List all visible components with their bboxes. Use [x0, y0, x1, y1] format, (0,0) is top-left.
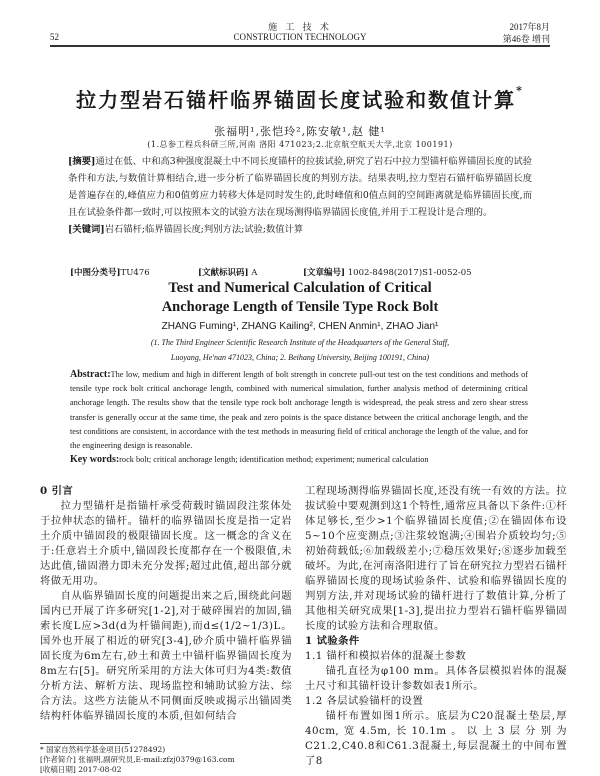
- footnote-rule: [40, 743, 130, 744]
- paragraph: 工程现场测得临界锚固长度,还没有统一有效的方法。拉拔试验中要观测到这1个特性,通常应具备以下条件:①杆体足够长,至少>1个临界锚固长度值;②在锚固体布设5~10个应变测点;③注浆较饱满;④围岩介质较均匀;⑤初始荷载低;⑥加载级差小;⑦稳压效果好;⑧逐步加载至破坏。为此,在河南洛阳进行了旨在研究拉力型岩石锚杆临界锚固长度的现场试验条件、试验和临界锚固长度的判别方法,并对现场试验的锚杆进行了数值计算,分析了其他相关研究成果[1-3],提出拉力型岩石锚杆临界锚固长度的试验方法和合理取值。: [305, 485, 567, 632]
- paragraph: 拉力型锚杆是指锚杆承受荷载时锚固段注浆体处于拉伸状态的锚杆。锚杆的临界锚固长度是指一定岩土介质中锚固段的极限锚固长度。这一概念的含义在于:任意岩土介质中,锚固段长度都存在一个极限值,未达此值,锚固潜力即未充分发挥;超过此值,超出部分就将做无用功。: [40, 500, 292, 587]
- section-heading: 1 试验条件: [305, 635, 360, 647]
- body-left-column: [40, 484, 292, 724]
- page-number: 52: [50, 32, 59, 42]
- paragraph: 锚杆布置如图1所示。底层为C20混凝土垫层,厚40cm,宽4.5m,长10.1m。以上3层分别为C21.2,C40.8和C61.3混凝土,每层混凝土的中间布置了8: [305, 710, 567, 767]
- keywords-en: rock bolt; critical anchorage length; identification method; experiment; numerical calculation: [119, 455, 429, 465]
- affiliation-en: (1. The Third Engineer Scientific Research Institute of the Headquarters of the General Staff, Luoyang, He'nan 471023, China; 2. Beihang University, Beijing 100191, China): [150, 338, 450, 362]
- article-meta: [中图分类号]TU476 [文献标识码] A [文章编号] 1002-8498(2017)S1-0052-05: [70, 268, 472, 278]
- keywords-cn: 岩石锚杆;临界锚固长度;判别方法;试验;数值计算: [104, 224, 304, 235]
- section-heading: 0 引言: [40, 485, 74, 497]
- subsection-heading: 1.2 各层试验锚杆的设置: [305, 695, 424, 707]
- journal-name-cn: 施 工 技 术: [268, 22, 332, 32]
- header-rule: [50, 45, 550, 47]
- paper-title-en: Test and Numerical Calculation of Critical Anchorage Length of Tensile Type Rock Bolt: [161, 280, 439, 315]
- abstract-en: Abstract:The low, medium and high in different length of bolt strength in concrete pull-out test on the test conditions and methods of tensile type rock bolt critical anchorage length, combined with numerical simulation, further analysis method of determining critical anchorage length. The results show that the tensile type rock bolt anchorage length is widespread, the peak stress and zero shear stress transfer is generally occur at the same time, the peak and zero points is the space distance between the critical anchorage length, and the test conditions are consistent, in accordance with the test methods in measuring field of critical anchorage the length of the value, and for the engineering design is reasonable. Key words:rock bolt; critical anchorage length; identification method; experiment; numerical calculation: [70, 369, 528, 466]
- paragraph: 锚孔直径为φ100 mm。具体各层模拟岩体的混凝土尺寸和其锚杆设计参数如表1所示。: [305, 665, 567, 692]
- issue-date: 2017年8月: [509, 22, 550, 32]
- authors-en: ZHANG Fuming¹, ZHANG Kailing², CHEN Anmin¹, ZHAO Jian¹: [161, 321, 439, 332]
- paper-title: 拉力型岩石锚杆临界锚固长度试验和数值计算*: [76, 84, 524, 112]
- paragraph: 自从临界锚固长度的问题提出来之后,围绕此问题国内已开展了许多研究[1-2],对于破碎围岩的加固,锚索长度L应>3d(d为杆锚间距),而d≤(1/2~1/3)L。国外也开展了相近的研究[3-4],砂介质中锚杆临界锚固长度为6m左右,砂土和黄土中锚杆临界锚固长度为8m左右[5]。研究所采用的方法大体可归为4类:数值分析方法、解析方法、现场监控和辅助试验方法、综合方法。这些方法能从不同侧面反映或揭示出锚固类结构杆体临界锚固长度的本质,但如何结合: [40, 590, 292, 722]
- affiliation-cn: (1.总参工程兵科研三所,河南 洛阳 471023;2.北京航空航天大学,北京 100191): [147, 140, 453, 149]
- abstract-cn: [摘要]通过在低、中和高3种强度混凝土中不同长度锚杆的拉拔试验,研究了岩石中拉力型锚杆临界锚固长度的试验条件和方法,与数值计算相结合,进一步分析了临界锚固长度的判别方法。结果表明,拉力型岩石锚杆临界锚固长度是普遍存在的,峰值应力和0值剪应力转移大体是同时发生的,此时峰值和0值点间的空间距离就是临界锚固长度,而且在试验条件都一致时,可以按照本文的试验方法在现场测得临界锚固长度值,并用于工程设计是合理的。 [关键词]岩石锚杆;临界锚固长度;判别方法;试验;数值计算: [68, 156, 532, 235]
- journal-name-en: CONSTRUCTION TECHNOLOGY: [233, 32, 367, 42]
- subsection-heading: 1.1 锚杆和模拟岩体的混凝土参数: [305, 650, 467, 662]
- volume: 第46卷 增刊: [502, 34, 550, 44]
- body-right-column: [305, 484, 567, 769]
- authors-cn: 张福明¹,张恺玲²,陈安敏¹,赵 健¹: [214, 125, 386, 138]
- footnotes: * 国家自然科学基金项目(51278492) [作者简介] 张福明,副研究员,E-mail:zfzj0379@163.com [收稿日期] 2017-08-02: [40, 745, 235, 774]
